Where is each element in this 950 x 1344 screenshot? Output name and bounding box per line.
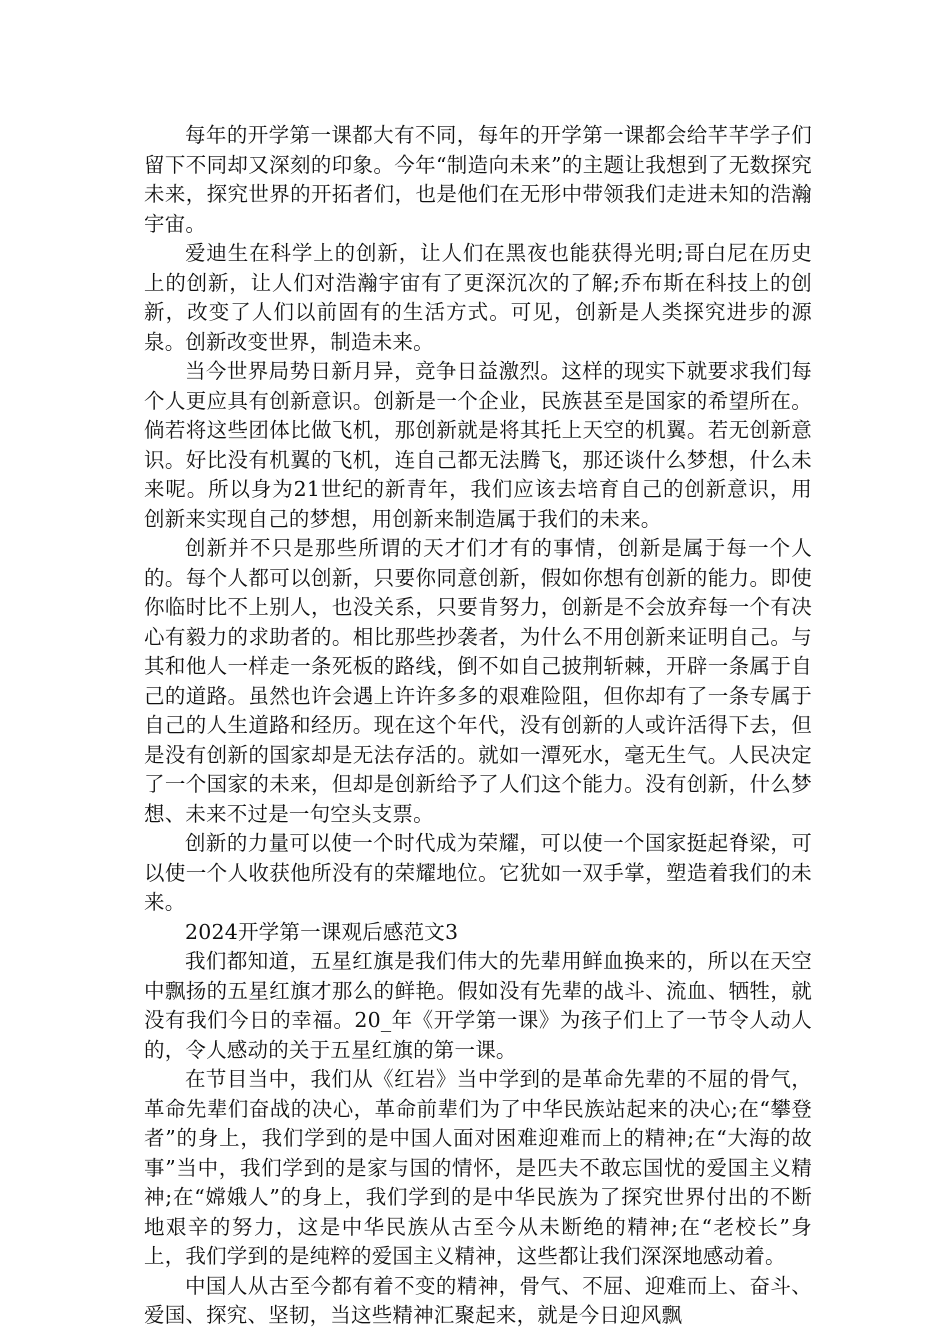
section-heading: 2024开学第一课观后感范文3 — [185, 919, 459, 944]
paragraph-2: 爱迪生在科学上的创新，让人们在黑夜也能获得光明;哥白尼在历史上的创新，让人们对浩瀚宇宙有了更深沉次的了解;乔布斯在科技上的创新，改变了人们以前固有的生活方式。可见，创新是人类探究进步的源泉。创新改变世界，制造未来。 — [144, 241, 812, 354]
paragraph-5: 创新的力量可以使一个时代成为荣耀，可以使一个国家挺起脊梁，可以使一个人收获他所没有的荣耀地位。它犹如一双手掌，塑造着我们的未来。 — [144, 831, 812, 914]
paragraph-7: 在节目当中，我们从《红岩》当中学到的是革命先辈的不屈的骨气，革命先辈们奋战的决心，革命前辈们为了中华民族站起来的决心;在“攀登者”的身上，我们学到的是中国人面对困难迎难而上的精神;在“大海的故事”当中，我们学到的是家与国的情怀，是匹夫不敢忘国忧的爱国主义精神;在“嫦娥人”的身上，我们学到的是中华民族为了探究世界付出的不断地艰辛的努力，这是中华民族从古至今从未断绝的精神;在“老校长”身上，我们学到的是纯粹的爱国主义精神，这些都让我们深深地感动着。 — [144, 1067, 812, 1268]
paragraph-3: 当今世界局势日新月异，竞争日益激烈。这样的现实下就要求我们每个人更应具有创新意识。创新是一个企业，民族甚至是国家的希望所在。倘若将这些团体比做飞机，那创新就是将其托上天空的机翼。若无创新意识。好比没有机翼的飞机，连自己都无法腾飞，那还谈什么梦想，什么未来呢。所以身为21世纪的新青年，我们应该去培育自己的创新意识，用创新来实现自己的梦想，用创新来制造属于我们的未来。 — [144, 359, 812, 531]
paragraph-1: 每年的开学第一课都大有不同，每年的开学第一课都会给芊芊学子们留下不同却又深刻的印象。今年“制造向未来”的主题让我想到了无数探究未来，探究世界的开拓者们，也是他们在无形中带领我们走进未知的浩瀚宇宙。 — [144, 123, 812, 236]
paragraph-8: 中国人从古至今都有着不变的精神，骨气、不屈、迎难而上、奋斗、爱国、探究、坚韧，当这些精神汇聚起来，就是今日迎风飘 — [144, 1273, 812, 1327]
paragraph-4: 创新并不只是那些所谓的天才们才有的事情，创新是属于每一个人的。每个人都可以创新，只要你同意创新，假如你想有创新的能力。即使你临时比不上别人，也没关系，只要肯努力，创新是不会放弃每一个有决心有毅力的求助者的。相比那些抄袭者，为什么不用创新来证明自己。与其和他人一样走一条死板的路线，倒不如自己披荆斩棘，开辟一条属于自己的道路。虽然也许会遇上许许多多的艰难险阻，但你却有了一条专属于自己的人生道路和经历。现在这个年代，没有创新的人或许活得下去，但是没有创新的国家却是无法存活的。就如一潭死水，毫无生气。人民决定了一个国家的未来，但却是创新给予了人们这个能力。没有创新，什么梦想、未来不过是一句空头支票。 — [144, 536, 812, 826]
document-page — [144, 121, 812, 1331]
paragraph-6: 我们都知道，五星红旗是我们伟大的先辈用鲜血换来的，所以在天空中飘扬的五星红旗才那么的鲜艳。假如没有先辈的战斗、流血、牺牲，就没有我们今日的幸福。20_年《开学第一课》为孩子们上了一节令人动人的，令人感动的关于五星红旗的第一课。 — [144, 949, 812, 1062]
